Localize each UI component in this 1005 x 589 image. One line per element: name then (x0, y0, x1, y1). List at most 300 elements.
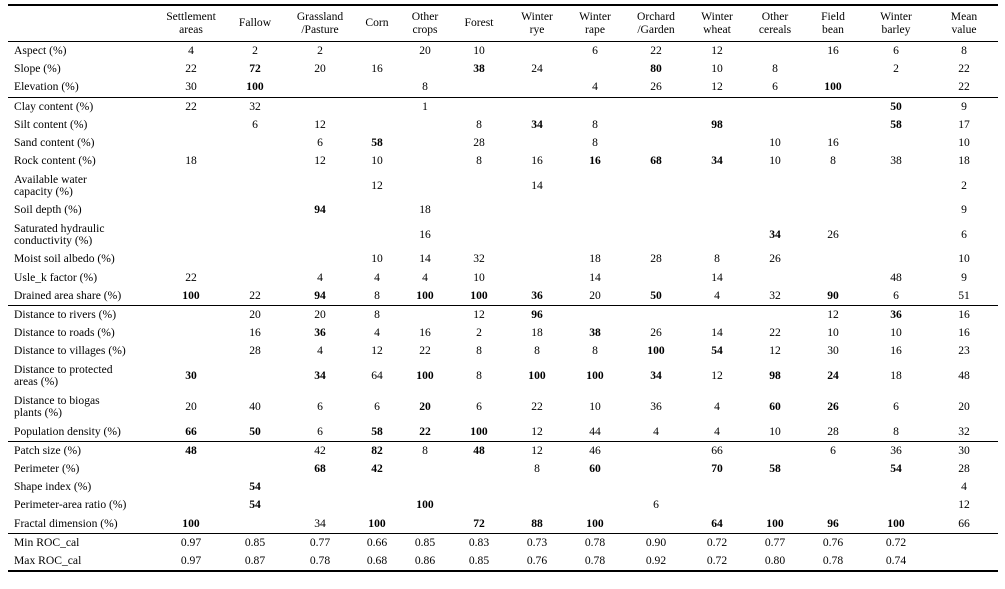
cell-value: 2 (961, 178, 967, 192)
table-cell (624, 116, 688, 134)
cell-value: 100 (528, 369, 546, 383)
table-cell (286, 460, 354, 478)
table-cell (688, 170, 746, 201)
cell-value: 8 (961, 43, 967, 57)
table-cell (450, 220, 508, 251)
table-cell (450, 42, 508, 61)
table-cell (930, 533, 998, 552)
table-cell (354, 220, 400, 251)
cell-value: 42 (371, 461, 383, 475)
cell-value: 6 (317, 135, 323, 149)
table-cell (450, 97, 508, 116)
table-cell (746, 78, 804, 97)
cell-value: 28 (473, 135, 485, 149)
table-cell (508, 361, 566, 392)
table-cell (804, 134, 862, 152)
table-cell (224, 251, 286, 269)
cell-value: 22 (185, 62, 197, 76)
table-cell (566, 251, 624, 269)
cell-value: 30 (185, 80, 197, 94)
column-header-text: Fallow (238, 16, 272, 30)
cell-value: 60 (769, 400, 781, 414)
table-cell (566, 496, 624, 514)
table-cell (688, 361, 746, 392)
cell-value: 70 (711, 461, 723, 475)
table-cell (354, 515, 400, 534)
cell-value: 48 (958, 369, 970, 383)
table-cell (224, 342, 286, 360)
row-label-text: Rock content (%) (14, 154, 96, 168)
table-cell (862, 324, 930, 342)
table-cell (224, 152, 286, 170)
table-cell (804, 361, 862, 392)
cell-value: 68 (314, 461, 326, 475)
cell-value: 48 (890, 270, 902, 284)
cell-value: 0.73 (526, 535, 548, 549)
cell-value: 23 (958, 344, 970, 358)
table-cell (450, 134, 508, 152)
table-cell (286, 134, 354, 152)
table-cell (804, 478, 862, 496)
table-cell (158, 423, 224, 442)
cell-value: 30 (185, 369, 197, 383)
cell-value: 26 (650, 80, 662, 94)
cell-value: 100 (246, 80, 264, 94)
table-cell (508, 116, 566, 134)
cell-value: 100 (416, 288, 434, 302)
table-cell (450, 78, 508, 97)
table-cell (400, 361, 450, 392)
table-cell (688, 533, 746, 552)
table-cell (158, 220, 224, 251)
cell-value: 0.76 (822, 535, 844, 549)
cell-value: 54 (249, 480, 261, 494)
cell-value: 14 (419, 252, 431, 266)
table-cell (224, 201, 286, 219)
table-cell (746, 342, 804, 360)
table-cell (158, 78, 224, 97)
table-cell (508, 515, 566, 534)
cell-value: 4 (317, 344, 323, 358)
table-cell (804, 220, 862, 251)
table-cell (688, 287, 746, 306)
table-cell (354, 78, 400, 97)
cell-value: 12 (371, 344, 383, 358)
table-cell (688, 496, 746, 514)
row-label-text: Distance to villages (%) (14, 344, 126, 358)
cell-value: 8 (476, 344, 482, 358)
cell-value: 22 (769, 326, 781, 340)
table-cell (688, 515, 746, 534)
table-cell (862, 97, 930, 116)
row-label-text: Silt content (%) (14, 117, 88, 131)
table-cell (450, 306, 508, 325)
table-cell (746, 97, 804, 116)
table-cell (862, 152, 930, 170)
table-cell (688, 306, 746, 325)
table-cell (862, 478, 930, 496)
table-cell (688, 552, 746, 571)
row-label (8, 361, 158, 392)
cell-value: 50 (249, 424, 261, 438)
table-cell (624, 552, 688, 571)
cell-value: 26 (827, 227, 839, 241)
table-cell (746, 478, 804, 496)
table-cell (286, 306, 354, 325)
cell-value: 14 (711, 326, 723, 340)
cell-value: 50 (650, 288, 662, 302)
column-header-settlement-areas (158, 5, 224, 42)
column-header-forest (450, 5, 508, 42)
cell-value: 10 (473, 43, 485, 57)
cell-value: 16 (958, 308, 970, 322)
cell-value: 8 (592, 135, 598, 149)
table-cell (566, 116, 624, 134)
table-cell (508, 170, 566, 201)
table-header-row (8, 5, 998, 42)
cell-value: 10 (769, 424, 781, 438)
table-cell (804, 42, 862, 61)
table-cell (930, 220, 998, 251)
table-cell (804, 287, 862, 306)
table-cell (286, 220, 354, 251)
row-label-text: Soil depth (%) (14, 203, 82, 217)
cell-value: 4 (374, 270, 380, 284)
table-row (8, 170, 998, 201)
cell-value: 10 (473, 270, 485, 284)
cell-value: 0.78 (822, 553, 844, 567)
table-cell (286, 324, 354, 342)
cell-value: 2 (476, 326, 482, 340)
table-cell (508, 342, 566, 360)
table-cell (508, 533, 566, 552)
row-label-text: Perimeter-area ratio (%) (14, 498, 127, 512)
table-cell (566, 287, 624, 306)
row-label-text: Min ROC_cal (14, 535, 80, 549)
table-cell (400, 152, 450, 170)
table-cell (862, 552, 930, 571)
table-cell (688, 423, 746, 442)
table-cell (224, 170, 286, 201)
table-cell (158, 361, 224, 392)
table-row (8, 306, 998, 325)
cell-value: 0.97 (180, 553, 202, 567)
table-row (8, 496, 998, 514)
table-cell (286, 533, 354, 552)
column-header-text: Mean (950, 10, 978, 24)
table-cell (566, 306, 624, 325)
column-header-text: Other (761, 10, 789, 24)
column-header-winter-barley (862, 5, 930, 42)
table-cell (224, 392, 286, 423)
row-label-text: Distance to biogas (14, 393, 100, 407)
table-cell (930, 306, 998, 325)
row-label-text: Slope (%) (14, 62, 61, 76)
table-cell (286, 287, 354, 306)
table-cell (224, 220, 286, 251)
row-label-text: Distance to protected (14, 362, 113, 376)
table-cell (400, 251, 450, 269)
cell-value: 10 (827, 326, 839, 340)
cell-value: 4 (317, 270, 323, 284)
table-cell (354, 324, 400, 342)
cell-value: 6 (893, 288, 899, 302)
column-header-text: cereals (758, 22, 792, 36)
cell-value: 26 (650, 326, 662, 340)
row-label-text: Usle_k factor (%) (14, 270, 98, 284)
cell-value: 20 (958, 400, 970, 414)
cell-value: 8 (534, 461, 540, 475)
table-cell (354, 392, 400, 423)
row-label-text: Distance to rivers (%) (14, 308, 117, 322)
row-label-text: areas (%) (14, 375, 59, 389)
table-cell (400, 533, 450, 552)
cell-value: 0.85 (244, 535, 266, 549)
cell-value: 32 (249, 99, 261, 113)
table-cell (224, 116, 286, 134)
cell-value: 8 (422, 443, 428, 457)
table-cell (862, 287, 930, 306)
table-cell (450, 324, 508, 342)
cell-value: 10 (589, 400, 601, 414)
row-label-text: Sand content (%) (14, 135, 95, 149)
cell-value: 100 (182, 288, 200, 302)
cell-value: 8 (592, 117, 598, 131)
table-cell (930, 42, 998, 61)
table-cell (688, 342, 746, 360)
cell-value: 12 (314, 117, 326, 131)
table-cell (508, 78, 566, 97)
header-cell-label (8, 5, 158, 42)
table-cell (624, 201, 688, 219)
table-row (8, 134, 998, 152)
cell-value: 30 (958, 443, 970, 457)
cell-value: 0.92 (645, 553, 667, 567)
row-label (8, 78, 158, 97)
row-label (8, 324, 158, 342)
table-cell (224, 441, 286, 460)
table-cell (400, 116, 450, 134)
cell-value: 0.78 (584, 553, 606, 567)
table-cell (508, 392, 566, 423)
table-cell (746, 116, 804, 134)
table-cell (624, 251, 688, 269)
cell-value: 6 (893, 400, 899, 414)
column-header-text: Winter (701, 10, 733, 24)
cell-value: 36 (531, 288, 543, 302)
table-cell (624, 269, 688, 287)
table-cell (400, 42, 450, 61)
table-cell (746, 287, 804, 306)
table-cell (804, 515, 862, 534)
row-label (8, 97, 158, 116)
variable-importance-table (8, 4, 998, 572)
cell-value: 10 (958, 252, 970, 266)
table-cell (450, 152, 508, 170)
table-cell (158, 287, 224, 306)
table-cell (862, 201, 930, 219)
cell-value: 16 (371, 62, 383, 76)
table-cell (224, 97, 286, 116)
table-cell (158, 478, 224, 496)
table-cell (804, 116, 862, 134)
table-cell (450, 392, 508, 423)
table-cell (688, 392, 746, 423)
table-cell (624, 287, 688, 306)
column-header-orchard-garden (624, 5, 688, 42)
table-cell (286, 392, 354, 423)
table-cell (508, 97, 566, 116)
row-label (8, 342, 158, 360)
cell-value: 8 (476, 117, 482, 131)
row-label (8, 60, 158, 78)
cell-value: 64 (371, 369, 383, 383)
table-row (8, 324, 998, 342)
table-cell (930, 152, 998, 170)
table-cell (354, 60, 400, 78)
table-cell (804, 269, 862, 287)
cell-value: 4 (961, 480, 967, 494)
row-label-text: Patch size (%) (14, 443, 81, 457)
table-cell (286, 42, 354, 61)
table-cell (354, 251, 400, 269)
table-cell (930, 134, 998, 152)
column-header-mean-value (930, 5, 998, 42)
cell-value: 22 (958, 80, 970, 94)
table-cell (450, 361, 508, 392)
table-cell (354, 478, 400, 496)
cell-value: 12 (958, 498, 970, 512)
table-cell (158, 116, 224, 134)
table-cell (354, 152, 400, 170)
cell-value: 6 (592, 43, 598, 57)
table-cell (450, 515, 508, 534)
cell-value: 58 (769, 461, 781, 475)
table-cell (400, 269, 450, 287)
table-cell (862, 116, 930, 134)
cell-value: 8 (422, 80, 428, 94)
row-label-text: Available water (14, 172, 87, 186)
table-row (8, 515, 998, 534)
table-cell (930, 361, 998, 392)
cell-value: 22 (185, 99, 197, 113)
table-cell (450, 423, 508, 442)
table-cell (224, 478, 286, 496)
table-cell (400, 324, 450, 342)
table-cell (508, 134, 566, 152)
table-cell (400, 60, 450, 78)
cell-value: 0.68 (366, 553, 388, 567)
cell-value: 54 (249, 498, 261, 512)
table-cell (930, 116, 998, 134)
cell-value: 24 (531, 62, 543, 76)
row-label (8, 392, 158, 423)
table-cell (286, 515, 354, 534)
cell-value: 8 (476, 369, 482, 383)
table-cell (566, 515, 624, 534)
column-header-corn (354, 5, 400, 42)
cell-value: 100 (586, 516, 604, 530)
table-cell (746, 220, 804, 251)
table-cell (286, 423, 354, 442)
table-cell (930, 324, 998, 342)
cell-value: 0.74 (885, 553, 907, 567)
table-row (8, 269, 998, 287)
table-cell (450, 496, 508, 514)
cell-value: 4 (653, 424, 659, 438)
table-cell (508, 152, 566, 170)
table-cell (400, 220, 450, 251)
cell-value: 18 (890, 369, 902, 383)
cell-value: 20 (419, 400, 431, 414)
cell-value: 66 (185, 424, 197, 438)
cell-value: 2 (252, 43, 258, 57)
table-cell (224, 533, 286, 552)
cell-value: 17 (958, 117, 970, 131)
row-label (8, 478, 158, 496)
table-cell (286, 251, 354, 269)
table-cell (746, 170, 804, 201)
cell-value: 58 (890, 117, 902, 131)
cell-value: 90 (827, 288, 839, 302)
column-header-text: areas (179, 22, 203, 36)
cell-value: 22 (958, 62, 970, 76)
table-cell (688, 97, 746, 116)
table-row (8, 42, 998, 61)
column-header-fallow (224, 5, 286, 42)
cell-value: 0.72 (885, 535, 907, 549)
table-cell (508, 460, 566, 478)
table-cell (354, 552, 400, 571)
table-cell (804, 392, 862, 423)
column-header-text: Settlement (166, 10, 216, 24)
table-cell (158, 441, 224, 460)
table-row (8, 441, 998, 460)
column-header-text: bean (822, 22, 844, 36)
cell-value: 4 (374, 326, 380, 340)
table-cell (566, 361, 624, 392)
row-label (8, 460, 158, 478)
cell-value: 64 (711, 516, 723, 530)
table-cell (624, 515, 688, 534)
table-cell (508, 306, 566, 325)
table-cell (158, 392, 224, 423)
table-cell (746, 441, 804, 460)
table-cell (286, 201, 354, 219)
cell-value: 20 (419, 43, 431, 57)
table-cell (804, 496, 862, 514)
table-cell (566, 324, 624, 342)
row-label-text: Perimeter (%) (14, 461, 80, 475)
row-label (8, 220, 158, 251)
table-cell (746, 361, 804, 392)
cell-value: 34 (769, 227, 781, 241)
cell-value: 34 (314, 369, 326, 383)
cell-value: 24 (827, 369, 839, 383)
cell-value: 100 (416, 498, 434, 512)
cell-value: 6 (961, 227, 967, 241)
cell-value: 2 (893, 62, 899, 76)
table-cell (746, 269, 804, 287)
cell-value: 20 (185, 400, 197, 414)
cell-value: 10 (890, 326, 902, 340)
column-header-winter-wheat (688, 5, 746, 42)
table-cell (400, 392, 450, 423)
cell-value: 0.85 (414, 535, 436, 549)
cell-value: 26 (769, 252, 781, 266)
table-cell (400, 515, 450, 534)
table-cell (354, 269, 400, 287)
